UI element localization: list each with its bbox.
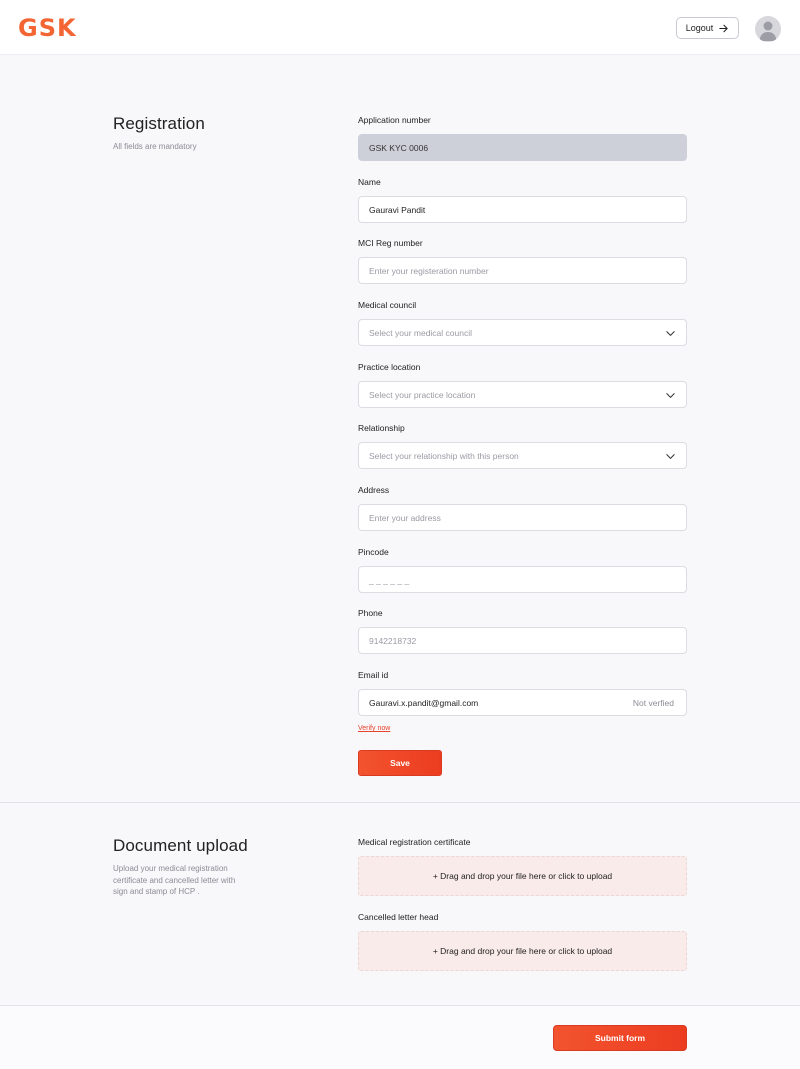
cancelled-letter-label: Cancelled letter head [358, 912, 439, 922]
medical-council-label: Medical council [358, 300, 417, 310]
phone-label: Phone [358, 608, 383, 618]
address-input[interactable] [358, 504, 687, 531]
pincode-input[interactable] [358, 566, 687, 593]
section-divider [0, 802, 800, 803]
address-placeholder: Enter your address [369, 512, 441, 523]
relationship-label: Relationship [358, 423, 405, 433]
pincode-label: Pincode [358, 547, 389, 557]
relationship-placeholder: Select your relationship with this person [369, 450, 519, 461]
name-value: Gauravi Pandit [369, 204, 426, 215]
arrow-right-icon [718, 23, 729, 34]
medical-council-select[interactable] [358, 319, 687, 346]
registration-title: Registration [113, 114, 205, 133]
logout-label: Logout [685, 23, 714, 33]
dropzone-prompt: + Drag and drop your file here or click to upload [432, 946, 613, 956]
chevron-down-icon [665, 328, 676, 339]
pincode-placeholder: _ _ _ _ _ _ [369, 574, 410, 585]
document-upload-title: Document upload [113, 836, 248, 855]
verify-now-link[interactable]: Verify now [358, 725, 391, 732]
mci-reg-label: MCI Reg number [358, 238, 423, 248]
application-number-label: Application number [358, 115, 431, 125]
application-number-field [358, 134, 687, 161]
submit-form-button[interactable]: Submit form [553, 1025, 687, 1051]
practice-location-select[interactable] [358, 381, 687, 408]
medical-certificate-label: Medical registration certificate [358, 837, 471, 847]
subtitle-line: Upload your medical registration [113, 864, 228, 873]
top-bar [0, 0, 800, 55]
practice-location-label: Practice location [358, 362, 421, 372]
application-number-value: GSK KYC 0006 [369, 142, 429, 153]
gsk-logo[interactable]: GSK [18, 14, 77, 42]
chevron-down-icon [665, 390, 676, 401]
chevron-down-icon [665, 451, 676, 462]
footer-divider [0, 1005, 800, 1006]
phone-input[interactable] [358, 627, 687, 654]
save-button[interactable]: Save [358, 750, 442, 776]
registration-subtitle: All fields are mandatory [113, 142, 197, 151]
cancelled-letter-dropzone[interactable] [358, 931, 687, 971]
practice-location-placeholder: Select your practice location [369, 389, 476, 400]
logout-button[interactable] [676, 17, 739, 39]
phone-value: 9142218732 [369, 635, 417, 646]
subtitle-line: sign and stamp of HCP . [113, 887, 200, 896]
medical-council-placeholder: Select your medical council [369, 327, 472, 338]
mci-reg-placeholder: Enter your registeration number [369, 265, 489, 276]
user-avatar-icon[interactable] [755, 16, 781, 42]
email-input[interactable] [358, 689, 687, 716]
email-verification-status: Not verfied [632, 697, 674, 708]
subtitle-line: certificate and cancelled letter with [113, 875, 236, 885]
email-label: Email id [358, 670, 389, 680]
email-value: Gauravi.x.pandit@gmail.com [369, 697, 479, 708]
mci-reg-input[interactable] [358, 257, 687, 284]
relationship-select[interactable] [358, 442, 687, 469]
dropzone-prompt: + Drag and drop your file here or click to upload [432, 871, 613, 881]
name-input[interactable] [358, 196, 687, 223]
address-label: Address [358, 485, 390, 495]
medical-certificate-dropzone[interactable] [358, 856, 687, 896]
name-label: Name [358, 177, 381, 187]
document-upload-subtitle [113, 863, 235, 898]
